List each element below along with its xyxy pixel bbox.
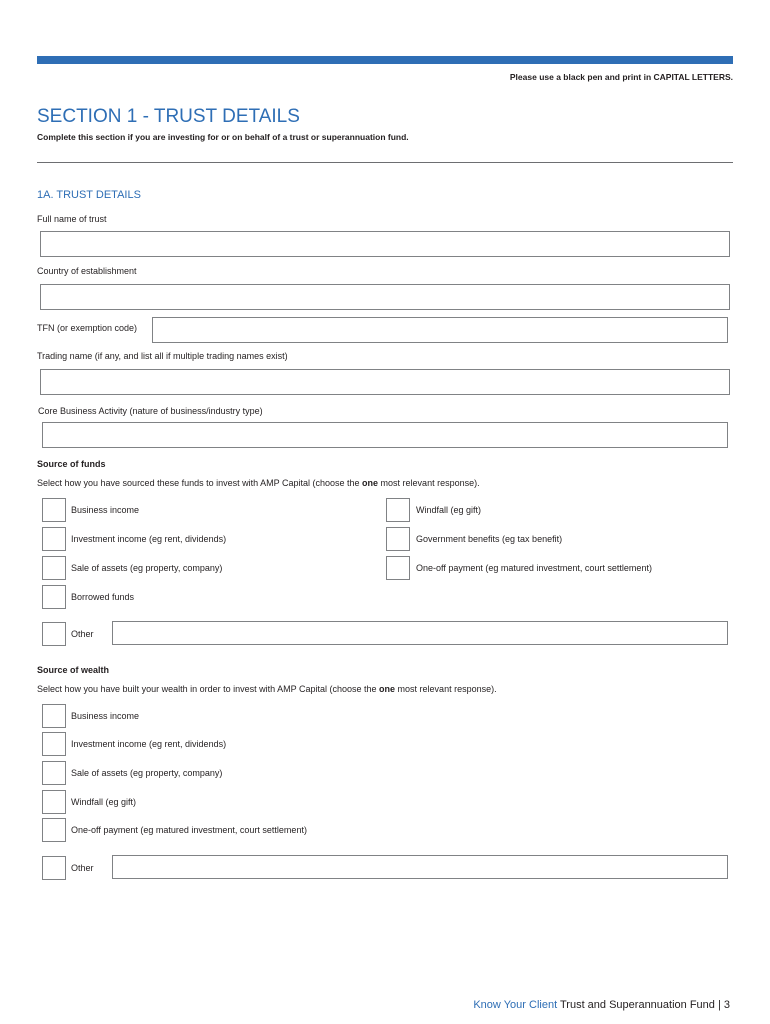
wealth-one-off-payment-checkbox[interactable] xyxy=(42,818,66,842)
wealth-option-label: Sale of assets (eg property, company) xyxy=(71,768,223,778)
funds-borrowed-checkbox[interactable] xyxy=(42,585,66,609)
wealth-other-label: Other xyxy=(71,863,94,873)
full-name-label: Full name of trust xyxy=(37,214,107,224)
full-name-field[interactable] xyxy=(40,231,730,257)
funds-option-label: One-off payment (eg matured investment, court settlement) xyxy=(416,563,652,573)
wealth-option-label: Windfall (eg gift) xyxy=(71,797,137,807)
funds-option-label: Windfall (eg gift) xyxy=(416,505,482,515)
wealth-option-label: One-off payment (eg matured investment, court settlement) xyxy=(71,825,307,835)
country-field[interactable] xyxy=(40,284,730,310)
funds-investment-income-checkbox[interactable] xyxy=(42,527,66,551)
section-divider xyxy=(37,162,733,163)
subsection-title: 1A. TRUST DETAILS xyxy=(37,189,141,201)
source-of-funds-instruction: Select how you have sourced these funds to invest with AMP Capital (choose the one most relevant response). xyxy=(37,478,480,488)
funds-government-benefits-checkbox[interactable] xyxy=(386,527,410,551)
section-title: SECTION 1 - TRUST DETAILS xyxy=(37,106,300,127)
page-footer xyxy=(473,999,730,1011)
tfn-field[interactable] xyxy=(152,317,728,343)
wealth-other-checkbox[interactable] xyxy=(42,856,66,880)
footer-prefix: Know Your Client xyxy=(473,999,558,1011)
trading-name-label: Trading name (if any, and list all if multiple trading names exist) xyxy=(37,351,288,361)
source-of-wealth-title: Source of wealth xyxy=(37,665,110,675)
country-label: Country of establishment xyxy=(37,266,137,276)
tfn-label: TFN (or exemption code) xyxy=(37,323,138,333)
core-business-field[interactable] xyxy=(42,422,728,448)
wealth-business-income-checkbox[interactable] xyxy=(42,704,66,728)
funds-other-label: Other xyxy=(71,629,94,639)
header-bar xyxy=(37,56,733,64)
funds-option-label: Government benefits (eg tax benefit) xyxy=(416,534,563,544)
wealth-other-field[interactable] xyxy=(112,855,728,879)
pen-instruction: Please use a black pen and print in CAPITAL LETTERS. xyxy=(509,72,733,82)
wealth-sale-of-assets-checkbox[interactable] xyxy=(42,761,66,785)
source-of-wealth-instruction: Select how you have built your wealth in order to invest with AMP Capital (choose the one most relevant response). xyxy=(37,684,497,694)
funds-option-label: Investment income (eg rent, dividends) xyxy=(71,534,227,544)
core-business-label: Core Business Activity (nature of business/industry type) xyxy=(38,406,263,416)
funds-windfall-checkbox[interactable] xyxy=(386,498,410,522)
wealth-option-label: Investment income (eg rent, dividends) xyxy=(71,739,227,749)
funds-option-label: Borrowed funds xyxy=(71,592,135,602)
section-subtitle: Complete this section if you are investing for or on behalf of a trust or superannuation fund. xyxy=(37,132,409,142)
funds-other-checkbox[interactable] xyxy=(42,622,66,646)
funds-other-field[interactable] xyxy=(112,621,728,645)
wealth-investment-income-checkbox[interactable] xyxy=(42,732,66,756)
wealth-option-label: Business income xyxy=(71,711,140,721)
footer-suffix: Trust and Superannuation Fund | 3 xyxy=(557,999,730,1011)
source-of-funds-title: Source of funds xyxy=(37,459,106,469)
funds-business-income-checkbox[interactable] xyxy=(42,498,66,522)
trading-name-field[interactable] xyxy=(40,369,730,395)
funds-option-label: Business income xyxy=(71,505,140,515)
wealth-windfall-checkbox[interactable] xyxy=(42,790,66,814)
funds-one-off-payment-checkbox[interactable] xyxy=(386,556,410,580)
funds-sale-of-assets-checkbox[interactable] xyxy=(42,556,66,580)
funds-option-label: Sale of assets (eg property, company) xyxy=(71,563,223,573)
